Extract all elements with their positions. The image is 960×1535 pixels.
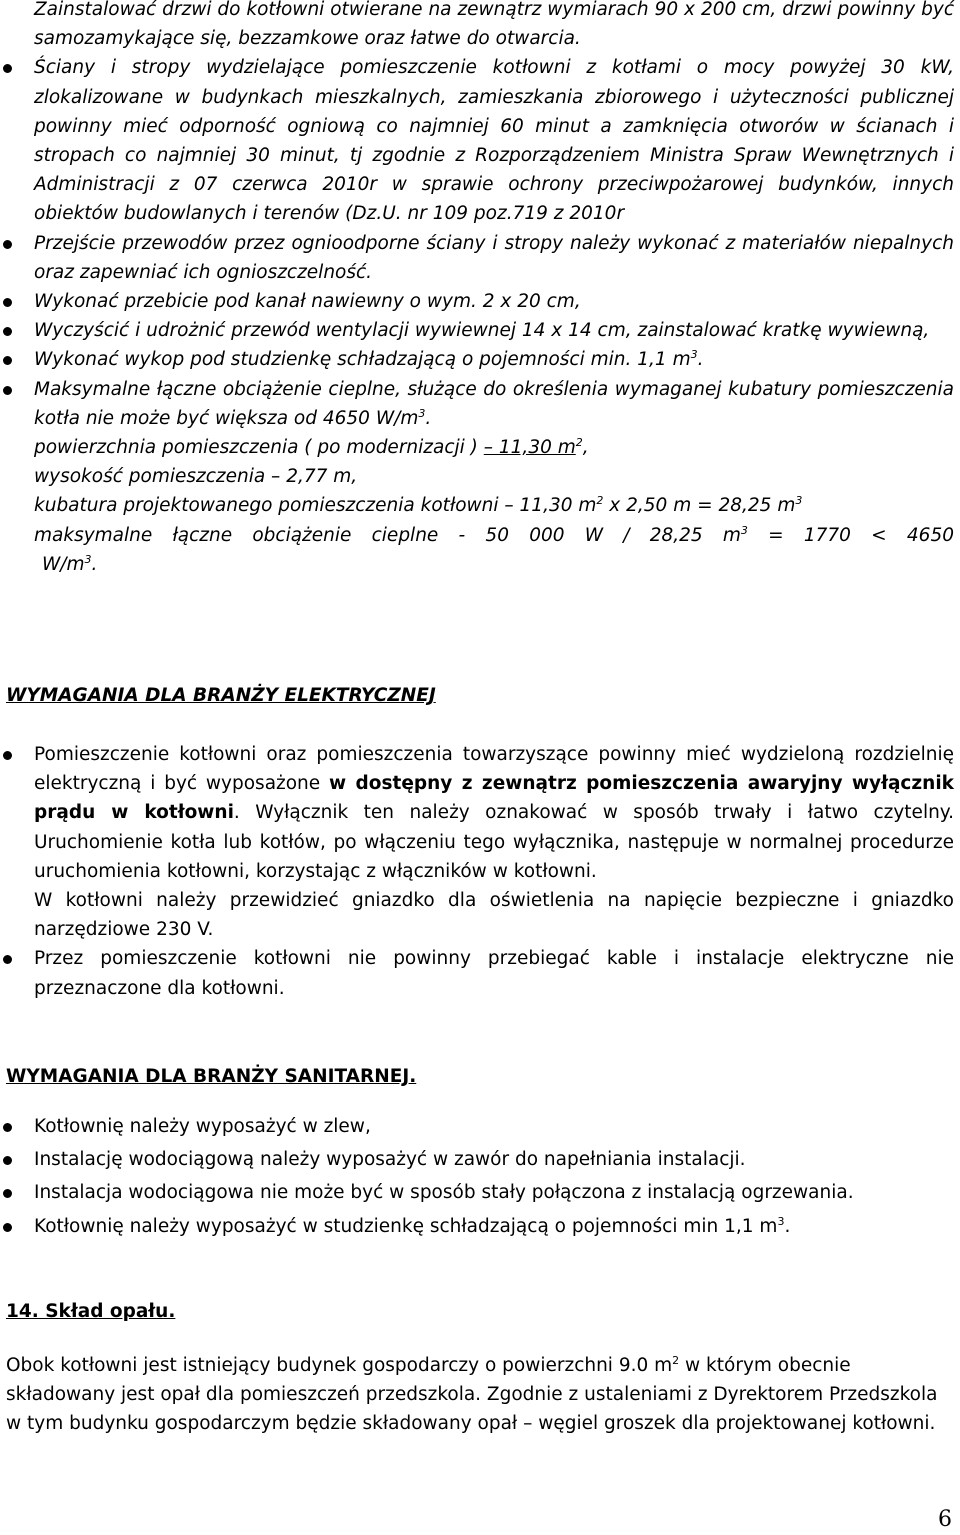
breach-text: Wykonać przebicie pod kanał nawiewny o wym. 2 x 20 cm,: [34, 291, 581, 313]
sanit-item-2: [0, 1145, 960, 1174]
bullet-icon: [3, 955, 12, 964]
elec-item-2: [0, 944, 960, 1002]
passage-text: Przejście przewodów przez ognioodporne ściany i stropy należy wykonać z materiałów niepalnych oraz zapewniać ich ognioszczelność.: [34, 232, 954, 283]
elec-item-2-text: Przez pomieszczenie kotłowni nie powinny przebiegać kable i instalacje elektryczne nie przeznaczone dla kotłowni.: [34, 948, 954, 999]
sanitary-list: [0, 1112, 960, 1241]
calc-volume-sup2: 3: [795, 494, 803, 508]
sanit-item-3-text: Instalacja wodociągowa nie może być w sposób stały połączona z instalacją ogrzewania.: [34, 1182, 854, 1204]
sanit-item-1-text: Kotłownię należy wyposażyć w zlew,: [34, 1116, 371, 1137]
dig-sup: 3: [690, 348, 698, 362]
bullet-icon: [3, 1156, 12, 1165]
list-item-clean: [0, 316, 960, 345]
calc-volume-b: x 2,50 m = 28,25 m: [603, 495, 796, 517]
heading-fuel-storage: 14. Skład opału.: [6, 1301, 176, 1322]
list-item-breach: [0, 287, 960, 316]
fuel-paragraph: [6, 1351, 946, 1439]
calc-load-unit: $W/m^3$.: [42, 552, 98, 575]
list-item-walls: [0, 53, 960, 228]
sanit-item-1: [0, 1112, 960, 1141]
walls-text: Ściany i stropy wydzielające pomieszczenie kotłowni z kotłami o mocy powyżej 30 kW, zlokalizowane w budynkach mieszkalnych, zamieszkania zbiorowego i użyteczności publicznej powinny mieć odporność ogniową co najmniej 60 minut a zamknięcia otworów w ścianach i stropach co najmniej 30 minut, tj zgodnie z Rozporządzeniem Ministra Spraw Wewnętrznych i Administracji z 07 czerwca 2010r w sprawie ochrony przeciwpożarowej budynków, innych obiektów budowlanych i terenów (Dz.U. nr 109 poz.719 z 2010r: [34, 57, 954, 225]
calc-load-sup2: 3: [84, 552, 92, 566]
bullet-icon: [3, 1189, 12, 1198]
calc-load-rest: = 1770 < 4650: [747, 524, 954, 546]
dig-end: .: [697, 349, 704, 371]
calc-area: [34, 433, 954, 462]
calc-area-dash: –: [483, 437, 494, 459]
calc-load-sup1: 3: [740, 523, 748, 537]
calc-area-end: ,: [582, 437, 589, 459]
calc-height: wysokość pomieszczenia – 2,77 m,: [34, 466, 358, 488]
bullet-icon: [3, 64, 12, 73]
requirements-list: [0, 0, 960, 579]
calc-load-end: .: [91, 553, 98, 575]
list-item-door: [0, 0, 960, 53]
list-item-passage: [0, 229, 960, 287]
list-item-max-load: [0, 375, 960, 433]
electrical-list: [0, 740, 960, 1003]
page-number: 6: [938, 1507, 952, 1532]
sanit-item-4-text: Kotłownię należy wyposażyć w studzienkę schładzającą o pojemności min 1,1 m: [34, 1215, 778, 1237]
dig-text: Wykonać wykop pod studzienkę schładzającą o pojemności min. 1,1 m: [34, 349, 691, 371]
max-load-text: Maksymalne łączne obciążenie cieplne, służące do określenia wymaganej kubatury pomieszczenia kotła nie może być większa od 4650 W/m: [34, 378, 954, 429]
sanit-item-2-text: Instalację wodociągową należy wyposażyć w zawór do napełniania instalacji.: [34, 1149, 746, 1171]
fuel-paragraph-b: w którym obecnie składowany jest opał dla pomieszczeń przedszkola. Zgodnie z ustaleniami z Dyrektorem Przedszkola w tym budynku gospodarczym będzie składowany opał – węgiel groszek dla projektowanej kotłowni.: [6, 1355, 938, 1435]
elec-item-1-socket: W kotłowni należy przewidzieć gniazdko dla oświetlenia na napięcie bezpieczne i gniazdko narzędziowe 230 V.: [34, 890, 954, 941]
calc-volume-sup1: 2: [596, 494, 604, 508]
list-item-dig: [0, 345, 960, 374]
calc-area-label: powierzchnia pomieszczenia ( po modernizacji ): [34, 437, 484, 459]
calc-load-a: maksymalne łączne obciążenie cieplne - 50 000 W / 28,25 m: [34, 524, 741, 546]
sanit-item-3: [0, 1178, 960, 1207]
calc-volume: [34, 491, 954, 520]
door-text: Zainstalować drzwi do kotłowni otwierane na zewnątrz wymiarach 90 x 200 cm, drzwi powinny być samozamykające się, bezzamkowe oraz łatwe do otwarcia.: [34, 0, 954, 50]
fuel-paragraph-a: Obok kotłowni jest istniejący budynek gospodarczy o powierzchni 9.0 m: [6, 1355, 673, 1376]
elec-item-1-text: Pomieszczenie kotłowni oraz pomieszczenia towarzyszące powinny mieć wydzieloną rozdzielnię elektryczną i być wyposażone: [34, 744, 954, 795]
heading-sanitary: WYMAGANIA DLA BRANŻY SANITARNEJ.: [6, 1066, 417, 1087]
clean-text: Wyczyścić i udrożnić przewód wentylacji wywiewnej 14 x 14 cm, zainstalować kratkę wywiewną,: [34, 320, 930, 342]
elec-item-1: [0, 740, 960, 944]
heading-electrical: WYMAGANIA DLA BRANŻY ELEKTRYCZNEJ: [6, 685, 436, 706]
bullet-icon: [3, 1123, 12, 1132]
max-load-sup: 3: [418, 406, 426, 420]
max-load-end: .: [425, 407, 432, 429]
calc-load: [34, 521, 954, 550]
fuel-paragraph-sup: 2: [672, 1353, 680, 1367]
bullet-icon: [3, 386, 12, 395]
bullet-icon: [3, 240, 12, 249]
calc-area-sup: 2: [575, 435, 583, 449]
calc-block: [0, 433, 960, 579]
elec-item-1-rest: . Wyłącznik ten należy oznakować w sposób trwały i łatwo czytelny. Uruchomienie kotła lub kotłów, po włączeniu tego wyłącznika, następuje w normalnej procedurze uruchomienia kotłowni, korzystając z włączników w kotłowni.: [34, 802, 954, 882]
bullet-icon: [3, 751, 12, 760]
bullet-icon: [3, 298, 12, 307]
bullet-icon: [3, 327, 12, 336]
bullet-icon: [3, 1223, 12, 1232]
calc-area-value: 11,30 m: [493, 437, 576, 459]
sanit-item-4-end: .: [784, 1215, 791, 1237]
bullet-icon: [3, 356, 12, 365]
elec-item-1-bold: w dostępny z zewnątrz pomieszczenia awaryjny wyłącznik prądu w kotłowni: [34, 773, 954, 824]
sanit-item-4-sup: 3: [777, 1214, 785, 1228]
calc-volume-a: kubatura projektowanego pomieszczenia kotłowni – 11,30 m: [34, 495, 597, 517]
sanit-item-4: [0, 1212, 960, 1241]
